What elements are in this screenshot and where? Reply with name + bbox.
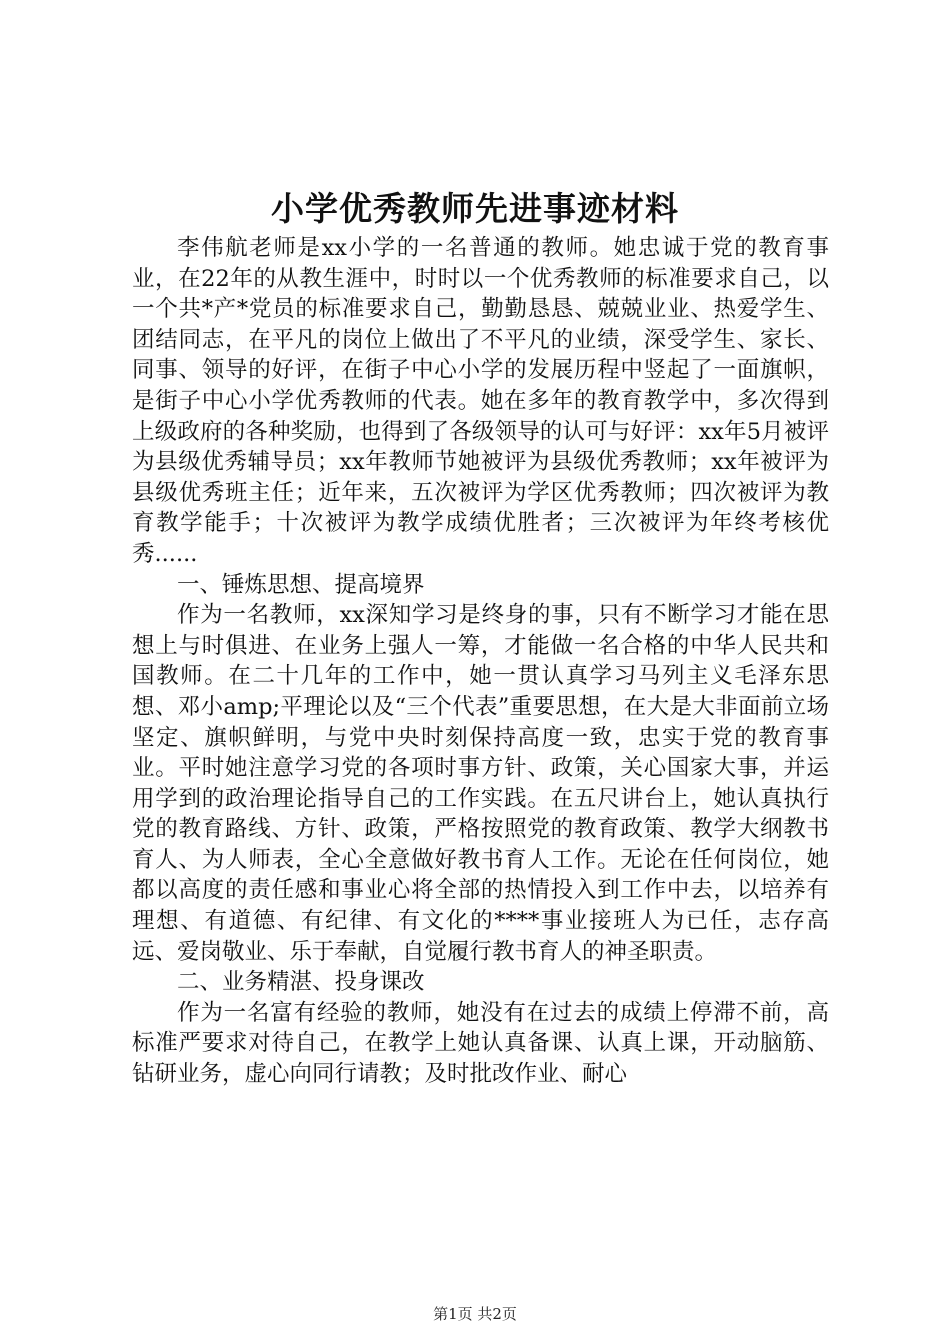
section-heading-2: 二、业务精湛、投身课改	[177, 969, 425, 996]
section-heading-1: 一、锤炼思想、提高境界	[177, 571, 425, 598]
paragraph-section-1: 作为一名教师，xx深知学习是终身的事，只有不断学习才能在思想上与时俱进、在业务上强人一筹，才能做一名合格的中华人民共和国教师。在二十几年的工作中，她一贯认真学习马列主义毛泽东思想、邓小amp;平理论以及“三个代表”重要思想，在大是大非面前立场坚定、旗帜鲜明，与党中央时刻保持高度一致，忠实于党的教育事业。平时她注意学习党的各项时事方针、政策，关心国家大事，并运用学到的政治理论指导自己的工作实践。在五尺讲台上，她认真执行党的教育路线、方针、政策，严格按照党的教育政策、教学大纲教书育人、为人师表，全心全意做好教书育人工作。无论在任何岗位，她都以高度的责任感和事业心将全部的热情投入到工作中去，以培养有理想、有道德、有纪律、有文化的****事业接班人为已任，志存高远、爱岗敬业、乐于奉献，自觉履行教书育人的神圣职责。	[132, 602, 829, 965]
page-title: 小学优秀教师先进事迹材料	[271, 189, 679, 228]
paragraph-intro: 李伟航老师是xx小学的一名普通的教师。她忠诚于党的教育事业，在22年的从教生涯中，时时以一个优秀教师的标准要求自己，以一个共*产*党员的标准要求自己，勤勤恳恳、兢兢业业、热爱学生、团结同志，在平凡的岗位上做出了不平凡的业绩，深受学生、家长、同事、领导的好评，在街子中心小学的发展历程中竖起了一面旗帜，是街子中心小学优秀教师的代表。她在多年的教育教学中，多次得到上级政府的各种奖励，也得到了各级领导的认可与好评：xx年5月被评为县级优秀辅导员；xx年教师节她被评为县级优秀教师；xx年被评为县级优秀班主任；近年来，五次被评为学区优秀教师；四次被评为教育教学能手；十次被评为教学成绩优胜者；三次被评为年终考核优秀......	[132, 235, 829, 567]
page-indicator: 第1页 共2页	[433, 1305, 517, 1323]
page-footer	[0, 1304, 950, 1324]
paragraph-section-2: 作为一名富有经验的教师，她没有在过去的成绩上停滞不前，高标准严要求对待自己，在教学上她认真备课、认真上课，开动脑筋、钻研业务，虚心向同行请教；及时批改作业、耐心	[132, 999, 829, 1088]
document-body	[132, 233, 829, 1090]
